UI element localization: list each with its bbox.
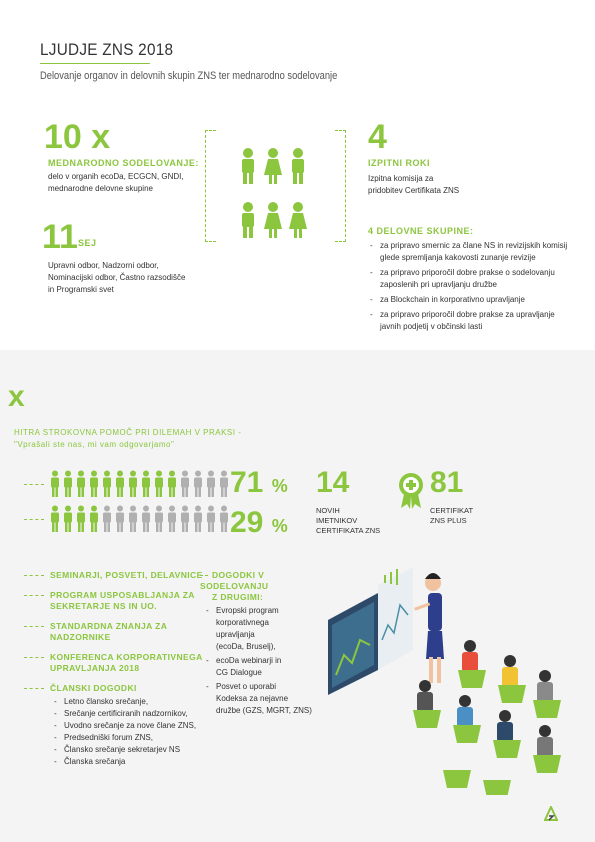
person-icon xyxy=(90,506,98,533)
person-row-1 xyxy=(24,470,224,500)
workgroup-item: - za pripravo priporočil dobre prakse za upravljanje javnih podjetij v občinski lasti xyxy=(364,309,584,333)
pct-29 xyxy=(230,506,288,540)
sessions-line-1: Upravni odbor, Nadzorni odbor, xyxy=(48,261,159,270)
member-events-list xyxy=(24,696,214,768)
certificate-icon xyxy=(398,472,424,515)
row-1-bracket xyxy=(24,484,44,485)
person-icon xyxy=(116,506,124,533)
person-icon xyxy=(168,506,176,533)
intl-line-1: delo v organih ecoDa, ECGCN, GNDI, xyxy=(48,172,184,181)
pct-71 xyxy=(230,466,288,500)
person-icon xyxy=(77,471,85,498)
person-icon xyxy=(181,471,189,498)
workgroups-label: 4 DELOVNE SKUPINE: xyxy=(368,226,474,236)
person-icon xyxy=(90,471,98,498)
left-item-standards: STANDARDNA ZNANJA ZA NADZORNIKE xyxy=(24,621,214,643)
workgroups-list xyxy=(364,240,584,333)
cert-number: 81 xyxy=(430,466,464,499)
person-icon xyxy=(155,471,163,498)
member-event-item: - Uvodno srečanje za nove člane ZNS, xyxy=(48,720,214,732)
holders-line-1: NOVIH xyxy=(316,506,340,515)
exams-label: IZPITNI ROKI xyxy=(368,158,430,168)
member-event-item: - Člansko srečanje sekretarjev NS xyxy=(48,744,214,756)
screen-panels xyxy=(328,567,413,695)
sessions-line-3: in Programski svet xyxy=(48,285,114,294)
left-bracket xyxy=(205,130,216,242)
person-icon xyxy=(103,471,111,498)
person-row-2 xyxy=(24,505,224,535)
workgroup-item: - za Blockchain in korporativno upravljanje xyxy=(364,294,584,306)
presenter xyxy=(414,573,444,683)
left-item-seminars: SEMINARJI, POSVETI, DELAVNICE xyxy=(24,570,214,581)
workgroup-item: - za pripravo smernic za člane NS in revizijskih komisij glede spremljanja kakovosti zunanje revizije xyxy=(364,240,584,264)
audience xyxy=(413,640,561,795)
exams-line-2: pridobitev Certifikata ZNS xyxy=(368,186,460,195)
people-icon xyxy=(238,148,318,243)
helpdesk-label: HITRA STROKOVNA POMOČ PRI DILEMAH V PRAKSI - xyxy=(14,428,242,437)
page-title: LJUDJE ZNS 2018 xyxy=(40,40,174,59)
pct-29-sign: % xyxy=(271,516,288,536)
exams-number: 4 xyxy=(368,118,387,156)
person-icon xyxy=(207,471,215,498)
left-item-program: PROGRAM USPOSABLJANJA ZA SEKRETARJE NS IN UO. xyxy=(24,590,214,612)
pct-71-sign: % xyxy=(271,476,288,496)
right-event-item: - Evropski program korporativnega upravljanja (ecoDa, Bruselj), xyxy=(200,605,330,653)
sessions-unit: SEJ xyxy=(78,238,97,248)
zns-logo-icon xyxy=(544,806,558,827)
intl-number: 10 x xyxy=(44,118,111,156)
presentation-illustration xyxy=(318,545,588,795)
person-icon xyxy=(220,506,228,533)
person-icon xyxy=(142,506,150,533)
person-icon xyxy=(51,471,59,498)
intl-line-2: mednarodne delovne skupine xyxy=(48,184,153,193)
title-underline xyxy=(40,63,150,64)
holders-number: 14 xyxy=(316,466,350,499)
person-icon xyxy=(64,506,72,533)
person-icon xyxy=(129,506,137,533)
person-row-2-icons xyxy=(50,505,240,535)
person-icon xyxy=(64,471,72,498)
member-event-item: - Predsedniški forum ZNS, xyxy=(48,732,214,744)
sessions-number: 11 xyxy=(42,218,78,256)
person-icon xyxy=(168,471,176,498)
member-event-item: - Srečanje certificiranih nadzornikov, xyxy=(48,708,214,720)
person-icon xyxy=(116,471,124,498)
right-events-label: DOGODKI V SODELOVANJU Z DRUGIMI: xyxy=(200,570,269,602)
helpdesk-x: x xyxy=(8,380,25,413)
member-event-item: - Članska srečanja xyxy=(48,756,214,768)
pct-71-value: 71 xyxy=(230,466,264,499)
person-icon xyxy=(155,506,163,533)
left-events xyxy=(24,570,214,768)
holders-line-2: IMETNIKOV xyxy=(316,516,358,525)
page-subtitle: Delovanje organov in delovnih skupin ZNS ter mednarodno sodelovanje xyxy=(40,70,338,82)
person-icon xyxy=(77,506,85,533)
person-icon xyxy=(142,471,150,498)
person-icon xyxy=(207,506,215,533)
person-icon xyxy=(51,506,59,533)
right-event-item: - Posvet o uporabi Kodeksa za nejavne družbe (GZS, MGRT, ZNS) xyxy=(200,681,330,717)
cert-line-2: ZNS PLUS xyxy=(430,516,467,525)
left-item-conference: KONFERENCA KORPORATIVNEGA UPRAVLJANJA 2018 xyxy=(24,652,214,674)
person-icon xyxy=(220,471,228,498)
intl-label: MEDNARODNO SODELOVANJE: xyxy=(48,158,199,168)
left-item-member-events: ČLANSKI DOGODKI xyxy=(24,683,214,694)
right-event-item: - ecoDa webinarji in CG Dialogue xyxy=(200,655,330,679)
people-group xyxy=(238,148,318,238)
person-icon xyxy=(194,506,202,533)
sessions-line-2: Nominacijski odbor, Častno razsodišče xyxy=(48,273,186,282)
person-icon xyxy=(103,506,111,533)
cert-line-1: CERTIFIKAT xyxy=(430,506,474,515)
holders-line-3: CERTIFIKATA ZNS xyxy=(316,526,381,535)
right-events xyxy=(200,570,330,717)
workgroup-item: - za pripravo priporočil dobre prakse o sodelovanju zaposlenih pri upravljanju družbe xyxy=(364,267,584,291)
person-icon xyxy=(194,471,202,498)
person-icon xyxy=(181,506,189,533)
helpdesk-quote: "Vprašali ste nas, mi vam odgovarjamo" xyxy=(14,440,175,449)
exams-line-1: Izpitna komisija za xyxy=(368,174,434,183)
right-bracket xyxy=(335,130,346,242)
right-events-list xyxy=(200,605,330,717)
person-icon xyxy=(129,471,137,498)
member-event-item: - Letno člansko srečanje, xyxy=(48,696,214,708)
row-2-bracket xyxy=(24,519,44,520)
pct-29-value: 29 xyxy=(230,506,264,539)
person-row-1-icons xyxy=(50,470,240,500)
